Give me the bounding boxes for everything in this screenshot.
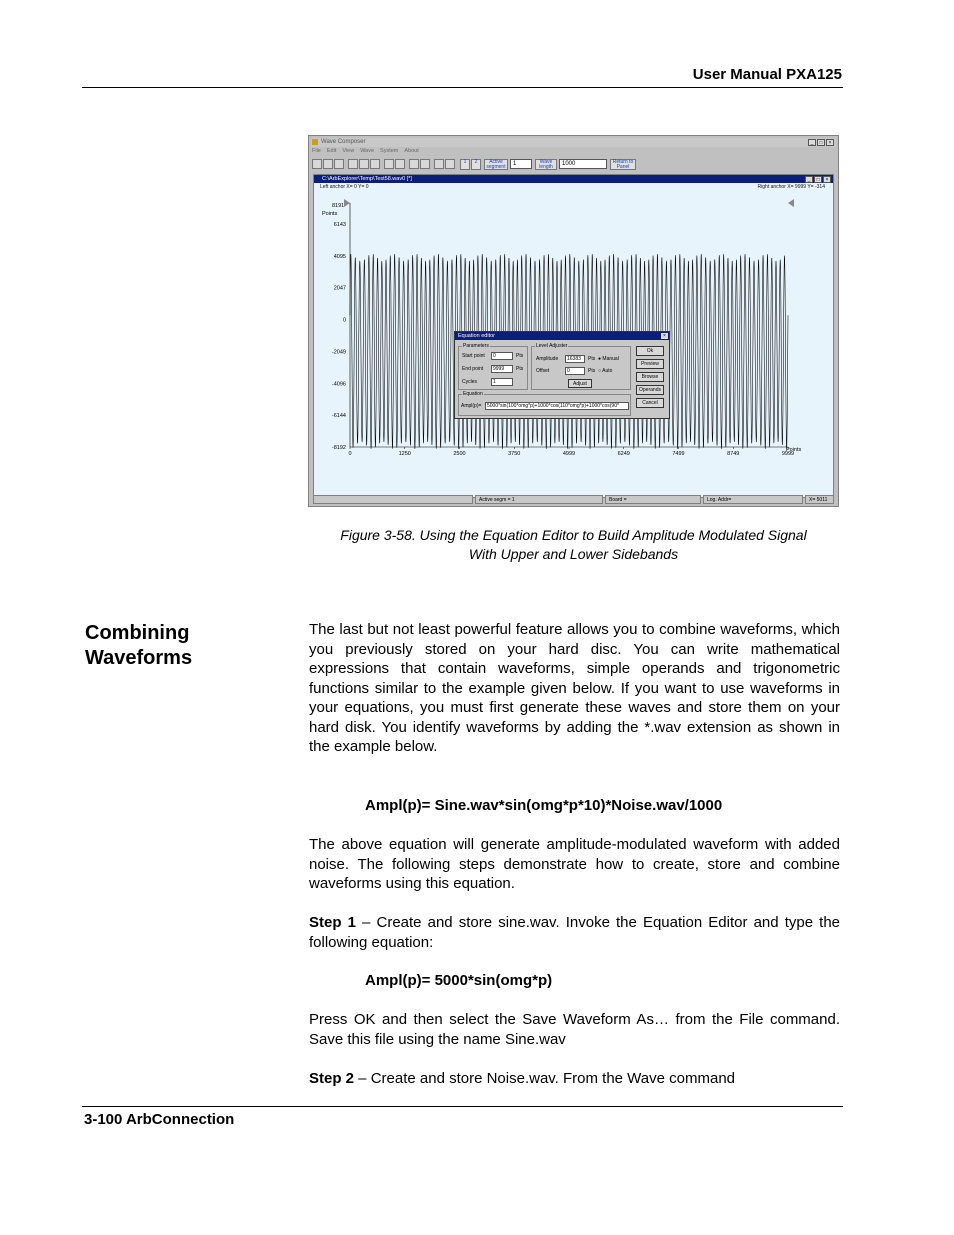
section-title-line-1: Combining <box>85 622 190 644</box>
app-icon <box>312 139 318 145</box>
x-tick-label: 7499 <box>672 451 685 457</box>
download-icon[interactable] <box>434 159 444 169</box>
x-tick-label: 9999 <box>781 451 795 457</box>
section-title <box>85 621 285 671</box>
equation-example-1: Ampl(p)= Sine.wav*sin(omg*p*10)*Noise.wav/1000 <box>365 797 723 814</box>
open-icon[interactable] <box>312 159 322 169</box>
cycles-label: Cycles <box>462 379 478 385</box>
x-tick-label: 1250 <box>398 451 411 457</box>
status-log-addr: Log. Addr= <box>703 495 803 504</box>
wave-draw-icon[interactable] <box>370 159 380 169</box>
caption-line-2: With Upper and Lower Sidebands <box>468 546 679 562</box>
status-bar <box>313 495 834 504</box>
parameters-group <box>458 343 528 390</box>
cycles-input[interactable]: 1 <box>491 378 513 386</box>
child-close-button[interactable]: × <box>823 176 831 183</box>
step-1-label: Step 1 <box>309 914 356 931</box>
header-rule <box>82 87 843 88</box>
x-tick-label: 0 <box>348 451 352 457</box>
amplitude-input[interactable]: 16383 <box>565 355 585 363</box>
cancel-button[interactable]: Cancel <box>636 398 664 408</box>
minimize-button[interactable]: _ <box>808 139 816 146</box>
y-tick-label: 2047 <box>333 285 346 292</box>
offset-input[interactable]: 0 <box>565 367 585 375</box>
amplitude-label: Amplitude <box>536 356 559 362</box>
upload-icon[interactable] <box>445 159 455 169</box>
step-2-label: Step 2 <box>309 1070 355 1087</box>
offset-label: Offset <box>536 368 550 374</box>
parameters-label: Parameters <box>463 343 489 349</box>
y-tick-label: -6144 <box>331 413 346 420</box>
level-adjuster-group <box>531 343 631 390</box>
equation-icon[interactable] <box>384 159 394 169</box>
y-unit-label: Points <box>322 211 338 217</box>
wave-length-button[interactable]: Wave length <box>535 159 557 170</box>
status-empty <box>313 495 473 504</box>
segment-1-button[interactable]: 1 <box>460 159 470 170</box>
left-anchor-readout: Left anchor X= 0 Y= 0 <box>320 184 369 190</box>
browse-button[interactable]: Browse <box>636 372 664 382</box>
menu-system[interactable]: System <box>380 148 399 154</box>
y-tick-label: -8192 <box>331 445 346 451</box>
equation-group <box>458 391 631 416</box>
amplitude-unit: Pts <box>588 356 596 362</box>
ampl-label: Ampl(p)= <box>461 403 482 409</box>
return-to-panel-button[interactable]: Return to Panel <box>610 159 636 170</box>
y-top-label: 8191 <box>332 203 345 209</box>
wave-edit-icon[interactable] <box>359 159 369 169</box>
wave-length-input[interactable]: 1000 <box>559 159 607 169</box>
maximize-button[interactable]: □ <box>817 139 825 146</box>
manual-radio[interactable]: ● Manual <box>598 356 619 362</box>
status-active-segment: Active segm = 1 <box>475 495 603 504</box>
y-tick-label: 0 <box>342 317 346 324</box>
figure-caption <box>308 526 839 564</box>
scale-icon[interactable] <box>395 159 405 169</box>
adjust-button[interactable]: Adjust <box>568 379 592 388</box>
y-tick-label: -4096 <box>331 381 346 388</box>
equation-editor-dialog <box>454 331 670 419</box>
caption-line-1: Figure 3-58. Using the Equation Editor to Build Amplitude Modulated Signal <box>340 527 807 543</box>
right-anchor-readout: Right anchor X= 9999 Y= -314 <box>757 184 825 190</box>
start-point-label: Start point <box>462 353 485 359</box>
step-1-text: – Create and store sine.wav. Invoke the Equation Editor and type the following equation: <box>309 914 840 951</box>
start-point-input[interactable]: 0 <box>491 352 513 360</box>
menu-edit[interactable]: Edit <box>326 148 337 154</box>
end-point-input[interactable]: 9999 <box>491 365 513 373</box>
footer-rule <box>82 1106 843 1107</box>
active-segment-input[interactable]: 1 <box>510 159 532 169</box>
x-unit-label: Points <box>786 447 802 453</box>
level-adjuster-label: Level Adjuster <box>536 343 568 349</box>
app-titlebar <box>311 138 836 147</box>
equation-input[interactable]: 5000*sin(100*omg*p)+1000*cos(110*omg*p)+1000*cos(90* <box>485 402 629 410</box>
menu-about[interactable]: About <box>404 148 419 154</box>
close-button[interactable]: × <box>826 139 834 146</box>
x-tick-label: 6249 <box>617 451 630 457</box>
equation-group-label: Equation <box>463 391 483 397</box>
paragraph-intro: The last but not least powerful feature allows you to combine waveforms, which you previously stored on your hard disc. You can write mathematical expressions that contain waveforms, simple operands and trigonometric functions similar to the example given below. If you want to use waveforms in your equations, you must first generate these waves and store them on your hard disk. You identify waveforms by adding the *.wav extension as shown in the example below. <box>309 621 840 755</box>
print-icon[interactable] <box>334 159 344 169</box>
app-title: Wave Composer <box>321 139 366 145</box>
x-tick-label: 4999 <box>562 451 576 457</box>
end-point-label: End point <box>462 366 484 372</box>
preview-button[interactable]: Preview <box>636 359 664 369</box>
menu-view[interactable]: View <box>342 148 355 154</box>
equation-example-2: Ampl(p)= 5000*sin(omg*p) <box>365 972 553 989</box>
x-tick-label: 8749 <box>727 451 740 457</box>
menu-wave[interactable]: Wave <box>360 148 375 154</box>
operands-button[interactable]: Operands <box>636 385 664 395</box>
dialog-close-button[interactable]: × <box>661 333 668 339</box>
offset-unit: Pts <box>588 368 596 374</box>
section-title-line-2: Waveforms <box>85 647 193 669</box>
save-icon[interactable] <box>323 159 333 169</box>
zoom-icon[interactable] <box>409 159 419 169</box>
y-tick-label: -2049 <box>331 349 346 356</box>
footer-page-label: 3-100 ArbConnection <box>84 1111 235 1128</box>
active-segment-button[interactable]: Active segment <box>484 159 508 170</box>
left-anchor-marker <box>344 199 350 207</box>
end-unit: Pts <box>516 366 524 372</box>
paragraph-step-1 <box>309 913 840 952</box>
status-x: X= 5011 <box>805 495 834 504</box>
page-header-title: User Manual PXA125 <box>692 66 842 83</box>
waveform-window-title: C:\ArbExplorer\Temp\Test58.wav0 [*] <box>314 175 833 183</box>
x-tick-label: 2500 <box>453 451 466 457</box>
undo-icon[interactable] <box>420 159 430 169</box>
paragraph-equation-explanation: The above equation will generate amplitude-modulated waveform with added noise. The following steps demonstrate how to create, store and combine waveforms using this equation. <box>309 836 840 892</box>
paragraph-step-2 <box>309 1069 840 1089</box>
right-anchor-marker <box>788 199 794 207</box>
menu-bar <box>312 148 419 156</box>
step-2-text: – Create and store Noise.wav. From the Wave command <box>354 1070 735 1087</box>
status-board: Board = <box>605 495 701 504</box>
child-maximize-button[interactable]: □ <box>814 176 822 183</box>
waveform-window <box>313 174 834 498</box>
x-tick-label: 3750 <box>508 451 521 457</box>
start-unit: Pts <box>516 353 524 359</box>
menu-file[interactable]: File <box>312 148 321 154</box>
paragraph-save: Press OK and then select the Save Waveform As… from the File command. Save this file using the name Sine.wav <box>309 1011 840 1048</box>
child-minimize-button[interactable]: _ <box>805 176 813 183</box>
toolbar <box>312 157 835 173</box>
auto-radio[interactable]: ○ Auto <box>598 368 613 374</box>
ok-button[interactable]: Ok <box>636 346 664 356</box>
segment-2-button[interactable]: 2 <box>471 159 481 170</box>
y-tick-label: 4095 <box>333 253 346 260</box>
wave-composer-screenshot <box>308 135 839 507</box>
y-tick-label: 6143 <box>333 222 346 228</box>
dialog-title: Equation editor <box>455 332 669 340</box>
wave-icon[interactable] <box>348 159 358 169</box>
